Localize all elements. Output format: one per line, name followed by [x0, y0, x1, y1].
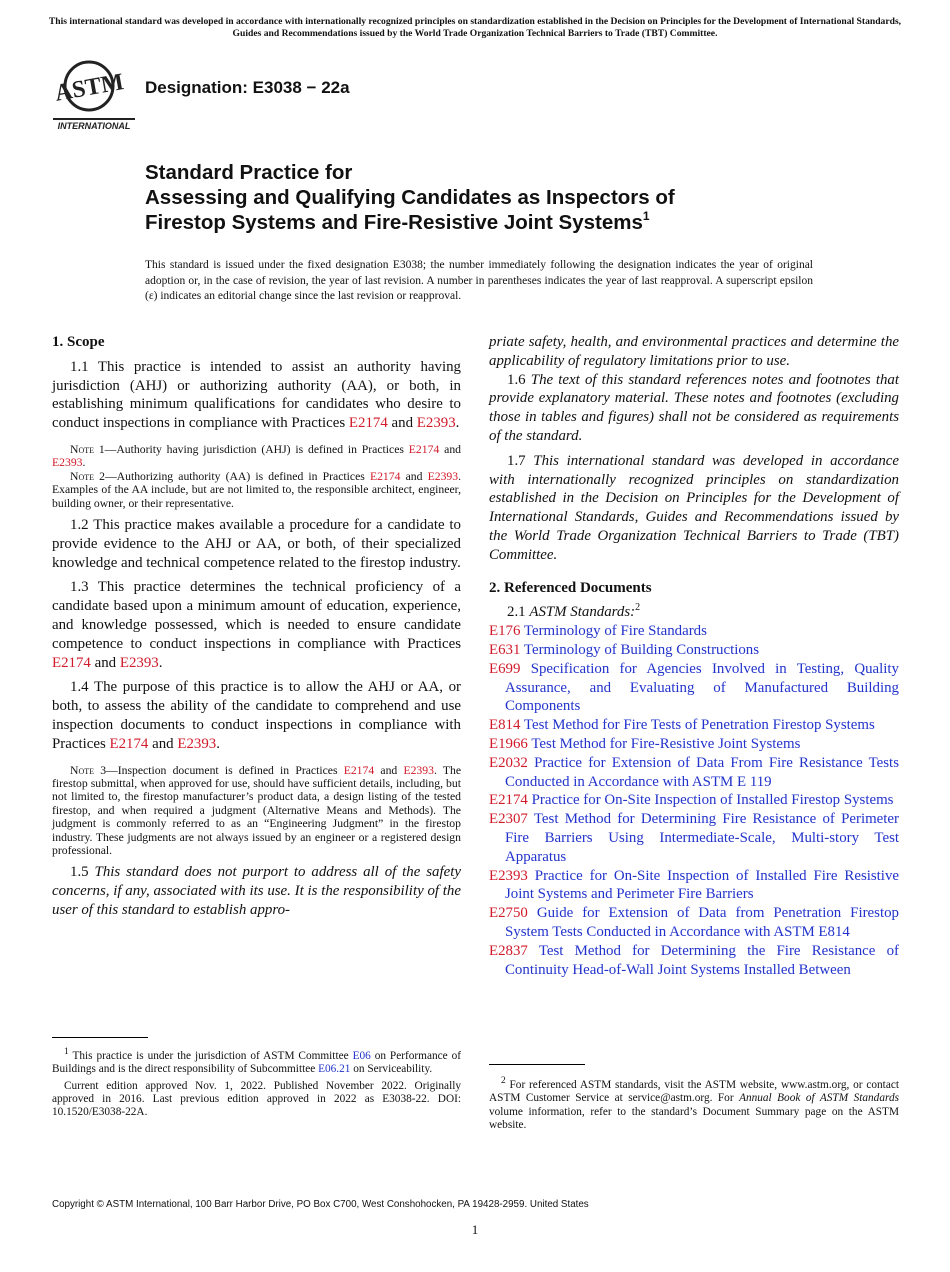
link-e06[interactable]: E06 — [352, 1049, 371, 1062]
footnote-2: $^2$ For referenced ASTM standards, visit the ASTM website, www.astm.org, or contact ASTM Customer Service at service@astm.org. For Annual Book of ASTM Standards volume information, refer to the standard’s Document Summary page on the ASTM website. — [489, 1076, 899, 1131]
page-number: 1 — [471, 1222, 479, 1237]
link-e2174[interactable]: E2174 — [343, 763, 375, 777]
reference-title-link[interactable]: Specification for Agencies Involved in Testing, Quality Assurance, and Evaluating of Manufactured Building Components — [505, 660, 899, 715]
title-line-2: Assessing and Qualifying Candidates as Inspectors of — [145, 186, 675, 209]
para-1-1: 1.1 This practice is intended to assist an authority having jurisdiction (AHJ) or authorizing authority (AA), or both, in establishing minimum qualifications for candidates who desire to conduct inspections in compliance with Practices E2174 and E2393. — [52, 358, 461, 432]
footnotes-left — [52, 1046, 461, 1120]
reference-code-link[interactable]: E814 — [489, 717, 521, 734]
copyright: Copyright © ASTM International, 100 Barr Harbor Drive, PO Box C700, West Conshohocken, PA 19428-2959. United States — [52, 1199, 589, 1210]
footnote-1: $^1$ This practice is under the jurisdiction of ASTM Committee E06 on Performance of Buildings and is the direct responsibility of Subcommittee E06.21 on Serviceability. — [52, 1047, 461, 1076]
link-e06-21[interactable]: E06.21 — [318, 1063, 351, 1076]
link-e2174[interactable]: E2174 — [52, 654, 91, 671]
footnote-1-edition: Current edition approved Nov. 1, 2022. Published November 2022. Originally approved in 2016. Last previous edition approved in 2022 as E3038-22. DOI: 10.1520/E3038-22A. — [52, 1079, 461, 1119]
para-1-7: 1.7 This international standard was developed in accordance with internationally recognized principles on standardization established in the Decision on Principles for the Development of International Standards, Guides and Recommendations issued by the World Trade Organization Technical Barriers to Trade (TBT) Committee. — [489, 452, 899, 563]
para-1-6: 1.6 The text of this standard references notes and footnotes that provide explanatory material. These notes and footnotes (excluding those in tables and figures) shall not be considered as requirements of the standard. — [489, 371, 899, 444]
para-1-3: 1.3 This practice determines the technical proficiency of a candidate based upon a minimum amount of education, experience, and knowledge possessed, which is needed to ensure candidate competence to conduct inspections in compliance with Practices E2174 and E2393. — [52, 579, 461, 671]
link-e2393[interactable]: E2393 — [177, 735, 217, 752]
para-1-5-continued: priate safety, health, and environmental practices and determine the applicability of regulatory limitations prior to use. — [489, 334, 899, 369]
link-e2393[interactable]: E2393 — [403, 763, 434, 777]
title-footnote-mark: 1 — [642, 209, 650, 223]
reference-title-link[interactable]: Guide for Extension of Data from Penetration Firestop System Tests Conducted in Accordance with ASTM E814 — [505, 905, 899, 940]
reference-item[interactable] — [489, 735, 899, 754]
reference-code-link[interactable]: E2174 — [489, 792, 528, 809]
note-3: Note 3—Inspection document is defined in Practices E2174 and E2393. The firestop submittal, when approved for use, should have sufficient details, including, but not limited to, the firestop manufacturer’s product data, a design listing of the tested firestop, and when required a judgment (Alternative Means and Methods). The judgment is commonly referred to as an “Engineering Judgment” in the firestop industry. These judgments are not always issued by an engineer or a registered design professional. — [52, 763, 462, 858]
footnote-rule-right — [489, 1064, 585, 1065]
link-e2393[interactable]: E2393 — [52, 456, 83, 470]
reference-item[interactable] — [489, 754, 899, 792]
designation: Designation: E3038 − 22a — [145, 78, 350, 97]
reference-title-link[interactable]: Test Method for Fire-Resistive Joint Systems — [531, 735, 801, 752]
reference-code-link[interactable]: E2393 — [489, 867, 528, 884]
reference-title-link[interactable]: Test Method for Determining Fire Resistance of Perimeter Fire Barriers Using Intermediate-Scale, Multi-story Test Apparatus — [505, 811, 899, 865]
para-1-2: 1.2 This practice makes available a procedure for a candidate to provide evidence to the AHJ or AA, or both, of their specialized knowledge and technical competence related to the firestop industry. — [52, 517, 461, 571]
note-2: Note 2—Authorizing authority (AA) is defined in Practices E2174 and E2393. Examples of the AA include, but are not limited to, the responsible architect, engineer, building owner, or their representative. — [52, 469, 462, 510]
reference-title-link[interactable]: Test Method for Determining the Fire Resistance of Continuity Head-of-Wall Joint Systems Installed Between — [505, 942, 899, 978]
top-note: This international standard was developed in accordance with internationally recognized principles on standardization established in the Decision on Principles for the Development of International Standards, Guides and Recommendations issued by the World Trade Organization Technical Barriers to Trade (TBT) Committee. — [48, 16, 902, 39]
footnotes-right — [489, 1075, 899, 1132]
reference-item[interactable] — [489, 716, 899, 735]
page-title — [145, 160, 675, 235]
reference-item[interactable] — [489, 641, 899, 660]
link-e2174[interactable]: E2174 — [408, 442, 440, 456]
para-1-4: 1.4 The purpose of this practice is to allow the AHJ or AA, or both, to assess the ability of the candidate to comprehend and use inspection documents to conduct inspections in compliance with Practices E2174 and E2393. — [52, 679, 461, 752]
reference-title-link[interactable]: Test Method for Fire Tests of Penetration Firestop Systems — [523, 717, 875, 734]
reference-title-link[interactable]: Practice for Extension of Data From Fire Resistance Tests Conducted in Accordance with ASTM E 119 — [505, 754, 899, 790]
note-1: Note 1—Authority having jurisdiction (AHJ) is defined in Practices E2174 and E2393. — [52, 442, 462, 470]
logo-subtext: INTERNATIONAL — [57, 121, 131, 131]
para-2-1: 2.1 ASTM Standards:$^2$ — [507, 602, 641, 621]
reference-title-link[interactable]: Practice for On-Site Inspection of Installed Fire Resistive Joint Systems and Perimeter Fire Barriers — [505, 867, 899, 903]
reference-code-link[interactable]: E2837 — [489, 942, 528, 959]
reference-title-link[interactable]: Practice for On-Site Inspection of Installed Firestop Systems — [531, 792, 894, 809]
reference-code-link[interactable]: E2750 — [489, 905, 528, 922]
reference-code-link[interactable]: E176 — [489, 623, 521, 640]
reference-item[interactable] — [489, 660, 899, 716]
para-1-5: 1.5 This standard does not purport to address all of the safety concerns, if any, associated with its use. It is the responsibility of the user of this standard to establish appro- — [52, 864, 461, 919]
reference-title-link[interactable]: Terminology of Building Constructions — [523, 641, 760, 658]
footnote-rule-left — [52, 1037, 148, 1038]
left-column — [52, 333, 461, 920]
title-line-3: Firestop Systems and Fire-Resistive Joint Systems$^1$ — [145, 209, 650, 234]
reference-code-link[interactable]: E2307 — [489, 811, 528, 828]
reference-item[interactable] — [489, 942, 899, 980]
reference-item[interactable] — [489, 791, 899, 810]
reference-item[interactable] — [489, 904, 899, 942]
logo-text: ASTM — [53, 69, 126, 107]
reference-item[interactable] — [489, 867, 899, 905]
reference-title-link[interactable]: Terminology of Fire Standards — [523, 623, 707, 640]
reference-code-link[interactable]: E699 — [489, 660, 521, 677]
link-e2393[interactable]: E2393 — [416, 415, 456, 432]
reference-list — [489, 622, 899, 979]
link-e2174[interactable]: E2174 — [369, 469, 401, 483]
link-e2174[interactable]: E2174 — [109, 735, 149, 752]
referenced-documents-heading: 2. Referenced Documents — [489, 579, 652, 596]
link-e2174[interactable]: E2174 — [348, 415, 388, 432]
issued-note: This standard is issued under the fixed designation E3038; the number immediately following the designation indicates the year of original adoption or, in the case of revision, the year of last revision. A number in parentheses indicates the year of last reapproval. A superscript epsilon (ε) indicates an editorial change since the last revision or reapproval. — [145, 259, 813, 302]
reference-item[interactable] — [489, 810, 899, 866]
reference-code-link[interactable]: E631 — [489, 641, 521, 658]
title-line-1: Standard Practice for — [145, 161, 353, 184]
reference-code-link[interactable]: E2032 — [489, 754, 528, 771]
right-column — [489, 333, 899, 979]
astm-logo — [53, 56, 135, 132]
reference-code-link[interactable]: E1966 — [489, 735, 528, 752]
link-e2393[interactable]: E2393 — [119, 654, 159, 671]
scope-heading: 1. Scope — [52, 334, 105, 350]
reference-item[interactable] — [489, 622, 899, 641]
link-e2393[interactable]: E2393 — [427, 469, 459, 483]
